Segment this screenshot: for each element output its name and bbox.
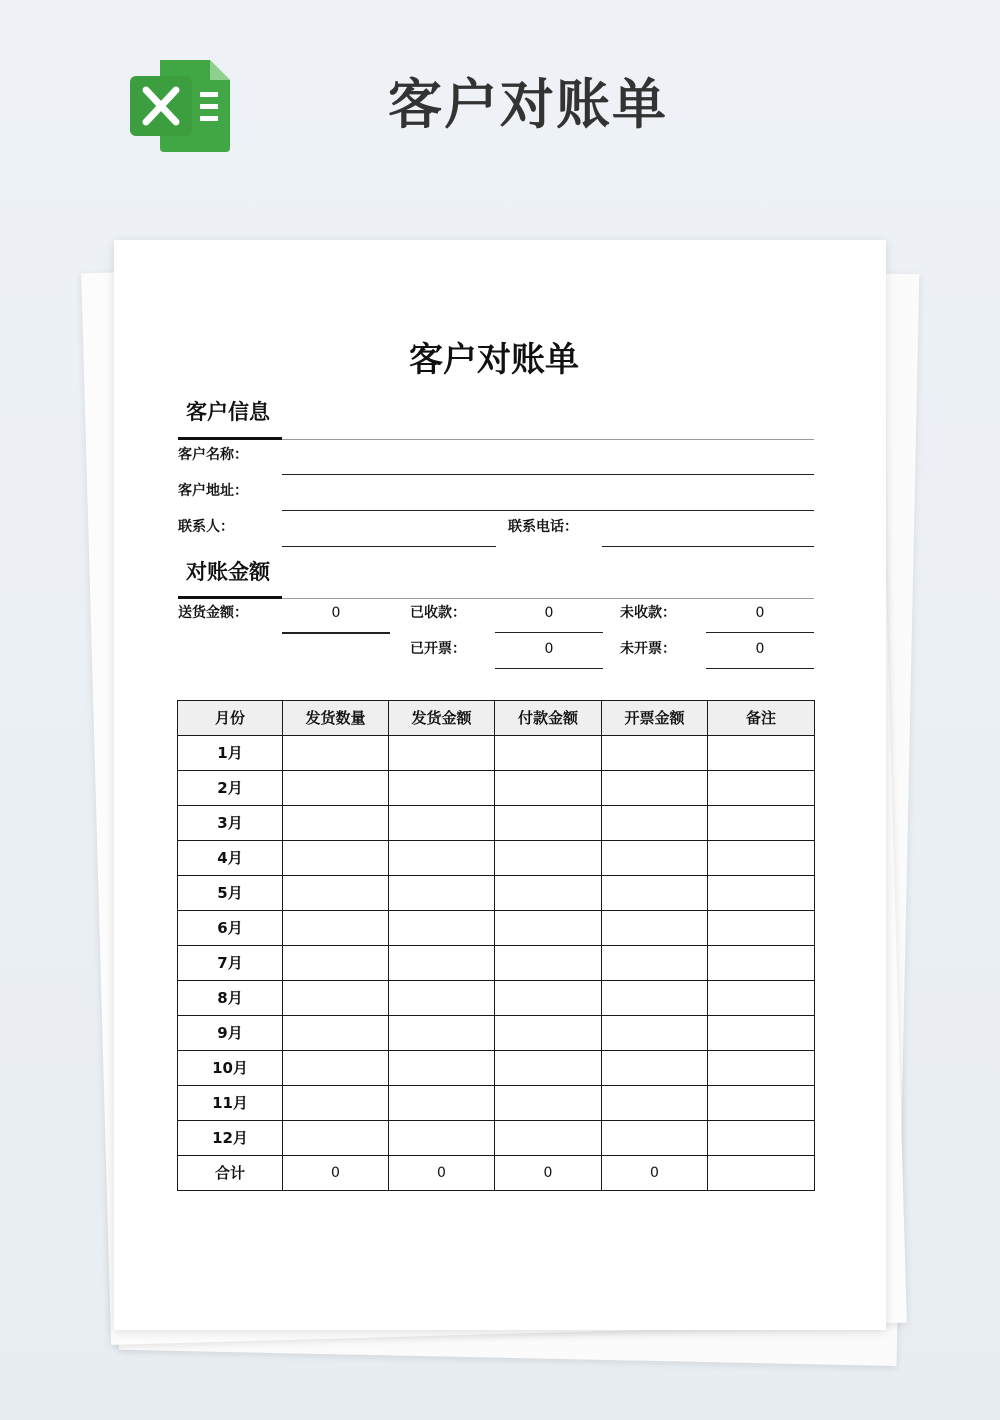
table-cell[interactable] [495,736,602,771]
total-label: 合计 [178,1156,283,1191]
table-cell[interactable] [495,1051,602,1086]
section-underline [178,596,282,599]
amount-section-title: 对账金额 [186,560,270,584]
table-cell[interactable] [602,876,708,911]
total-remarks[interactable] [708,1156,815,1191]
document-title: 客户对账单 [409,340,579,380]
table-row [178,876,815,911]
column-header-shipped-amount: 发货金额 [389,701,495,736]
table-cell[interactable] [602,841,708,876]
unreceived-value: 0 [755,605,765,621]
total-row [178,1156,815,1191]
month-cell: 2月 [178,771,283,806]
table-cell[interactable] [389,1016,495,1051]
table-cell[interactable] [602,946,708,981]
month-cell: 9月 [178,1016,283,1051]
page-header-title: 客户对账单 [388,73,668,136]
table-row [178,911,815,946]
table-cell[interactable] [389,981,495,1016]
total-shipped-qty: 0 [283,1156,389,1191]
delivery-amount-value: 0 [331,605,341,621]
table-cell[interactable] [708,1121,815,1156]
received-field[interactable] [495,632,603,633]
table-cell[interactable] [283,806,389,841]
month-cell: 10月 [178,1051,283,1086]
excel-icon [130,58,234,154]
table-cell[interactable] [283,981,389,1016]
table-cell[interactable] [495,806,602,841]
uninvoiced-value: 0 [755,641,765,657]
table-cell[interactable] [495,981,602,1016]
month-cell: 7月 [178,946,283,981]
total-invoice-amount: 0 [602,1156,708,1191]
table-cell[interactable] [283,1086,389,1121]
month-cell: 4月 [178,841,283,876]
customer-address-label: 客户地址： [178,483,248,499]
table-cell[interactable] [602,806,708,841]
month-cell: 5月 [178,876,283,911]
phone-label: 联系电话： [508,519,578,535]
customer-name-field[interactable] [282,474,814,475]
table-cell[interactable] [708,771,815,806]
table-cell[interactable] [389,1121,495,1156]
uninvoiced-field[interactable] [706,668,814,669]
contact-label: 联系人： [178,519,234,535]
unreceived-label: 未收款： [620,605,676,621]
received-label: 已收款： [410,605,466,621]
table-cell[interactable] [389,911,495,946]
table-cell[interactable] [708,841,815,876]
table-cell[interactable] [495,911,602,946]
table-cell[interactable] [708,1051,815,1086]
table-cell[interactable] [708,911,815,946]
table-cell[interactable] [602,1121,708,1156]
total-shipped-amount: 0 [389,1156,495,1191]
table-row [178,1086,815,1121]
table-cell[interactable] [389,1051,495,1086]
section-divider [282,439,814,440]
invoiced-value: 0 [544,641,554,657]
month-cell: 6月 [178,911,283,946]
delivery-amount-underline [282,633,390,634]
table-cell[interactable] [708,1016,815,1051]
section-underline [178,437,282,440]
table-cell[interactable] [283,1016,389,1051]
table-cell[interactable] [495,946,602,981]
total-payment-amount: 0 [495,1156,602,1191]
month-cell: 1月 [178,736,283,771]
customer-info-title: 客户信息 [186,400,270,424]
table-cell[interactable] [283,946,389,981]
table-cell[interactable] [708,806,815,841]
table-cell[interactable] [389,1086,495,1121]
table-cell[interactable] [389,841,495,876]
table-cell[interactable] [708,1086,815,1121]
month-cell: 12月 [178,1121,283,1156]
table-row [178,736,815,771]
table-cell[interactable] [283,1121,389,1156]
unreceived-field[interactable] [706,632,814,633]
table-cell[interactable] [283,841,389,876]
uninvoiced-label: 未开票： [620,641,676,657]
table-row [178,806,815,841]
table-cell[interactable] [708,981,815,1016]
table-cell[interactable] [602,736,708,771]
table-cell[interactable] [389,806,495,841]
customer-name-label: 客户名称： [178,447,248,463]
table-cell[interactable] [283,771,389,806]
table-cell[interactable] [602,981,708,1016]
phone-field[interactable] [602,546,814,547]
monthly-statement-table [177,700,815,1191]
received-value: 0 [544,605,554,621]
table-cell[interactable] [602,1016,708,1051]
table-cell[interactable] [495,771,602,806]
table-row [178,771,815,806]
month-cell: 8月 [178,981,283,1016]
table-cell[interactable] [495,1086,602,1121]
table-cell[interactable] [495,1121,602,1156]
column-header-payment-amount: 付款金额 [495,701,602,736]
table-cell[interactable] [283,736,389,771]
table-row [178,946,815,981]
table-cell[interactable] [389,876,495,911]
table-row [178,981,815,1016]
table-cell[interactable] [602,771,708,806]
table-cell[interactable] [708,946,815,981]
invoiced-field[interactable] [495,668,603,669]
table-cell[interactable] [389,736,495,771]
delivery-amount-label: 送货金额： [178,605,248,621]
section-divider [282,598,814,599]
column-header-remarks: 备注 [708,701,815,736]
table-row [178,841,815,876]
table-cell[interactable] [495,1016,602,1051]
invoiced-label: 已开票： [410,641,466,657]
table-cell[interactable] [495,876,602,911]
column-header-invoice-amount: 开票金额 [602,701,708,736]
table-cell[interactable] [602,911,708,946]
contact-field[interactable] [282,546,496,547]
table-row [178,1121,815,1156]
table-cell[interactable] [283,911,389,946]
table-row [178,1051,815,1086]
table-row [178,1016,815,1051]
table-cell[interactable] [389,771,495,806]
table-header-row [178,701,815,736]
table-cell[interactable] [283,876,389,911]
table-cell[interactable] [389,946,495,981]
month-cell: 11月 [178,1086,283,1121]
table-cell[interactable] [495,841,602,876]
table-cell[interactable] [602,1051,708,1086]
customer-address-field[interactable] [282,510,814,511]
table-cell[interactable] [602,1086,708,1121]
column-header-shipped-qty: 发货数量 [283,701,389,736]
table-cell[interactable] [708,736,815,771]
month-cell: 3月 [178,806,283,841]
table-cell[interactable] [283,1051,389,1086]
table-cell[interactable] [708,876,815,911]
column-header-month: 月份 [178,701,283,736]
